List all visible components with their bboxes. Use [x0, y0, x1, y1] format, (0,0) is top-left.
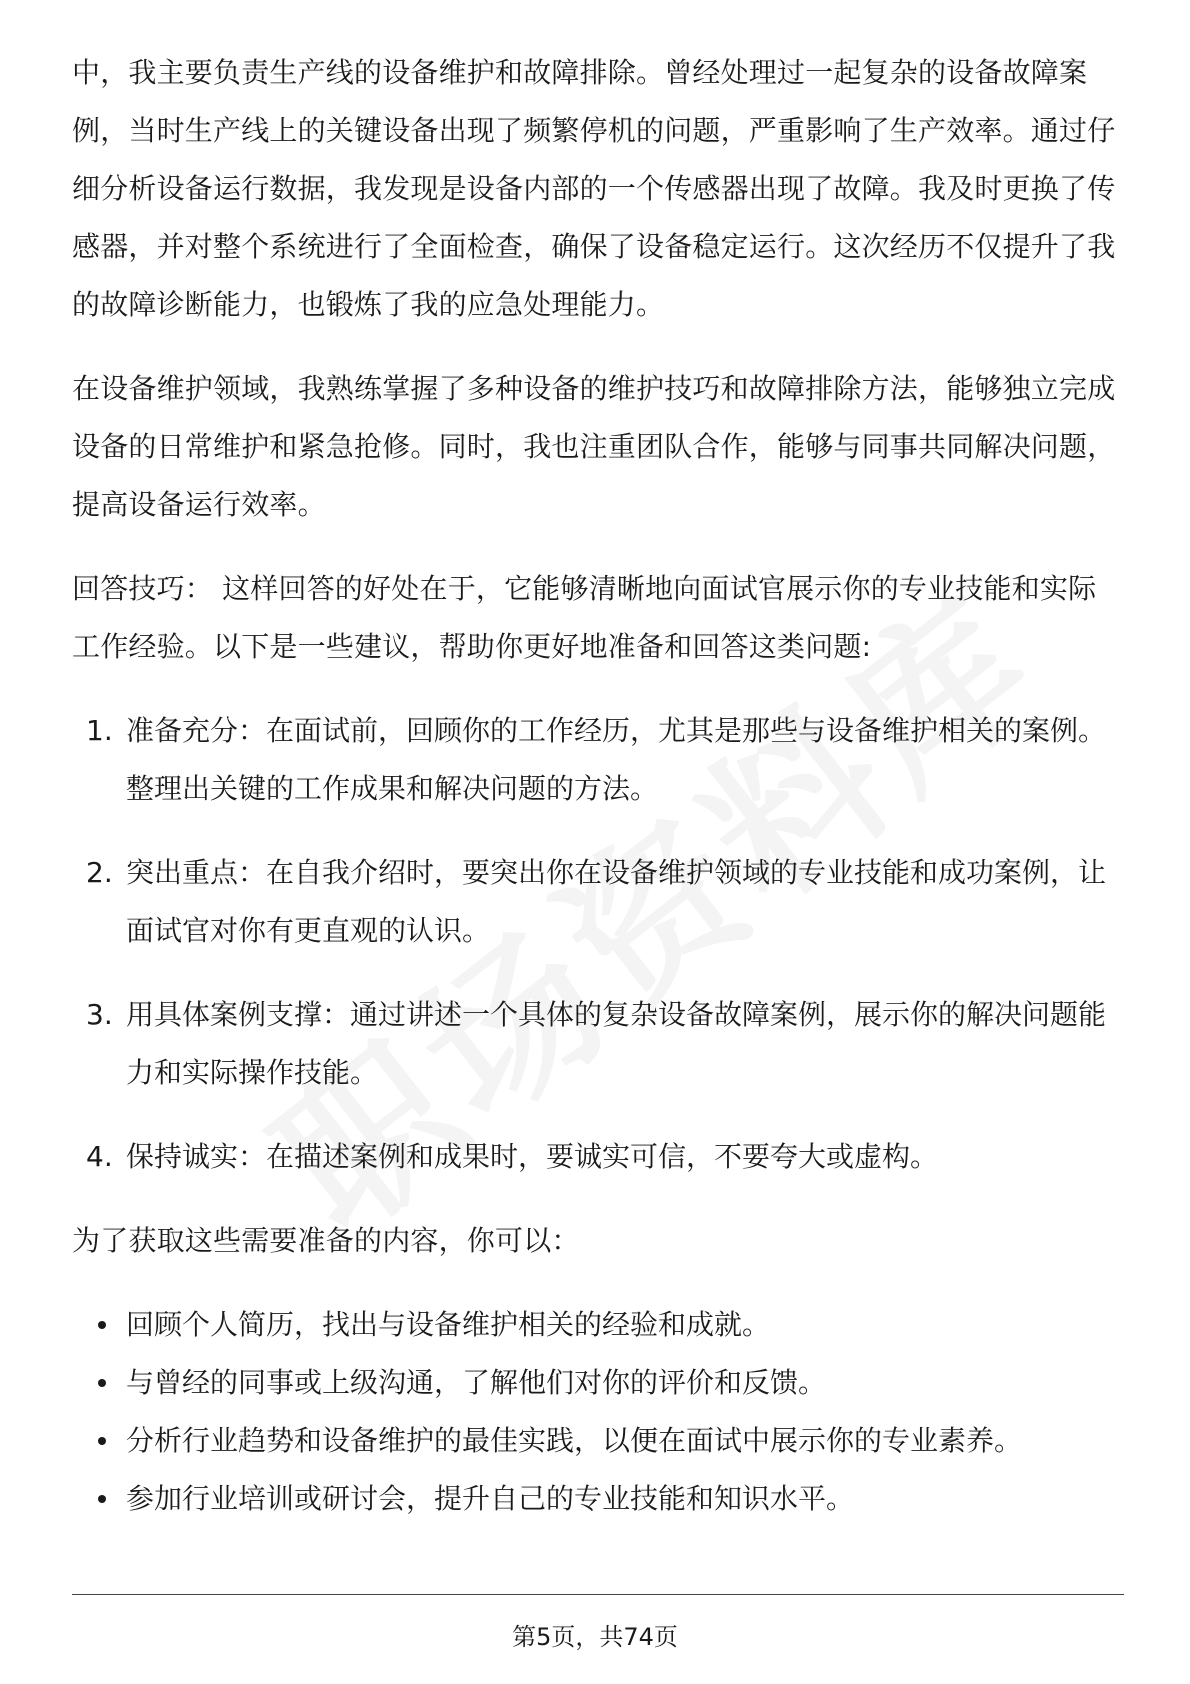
list-item-text: 准备充分：在面试前，回顾你的工作经历，尤其是那些与设备维护相关的案例。整理出关键的工作成果和解决问题的方法。 [126, 714, 1107, 805]
bullet-icon [98, 1495, 106, 1503]
paragraph-skills: 在设备维护领域，我熟练掌握了多种设备的维护技巧和故障排除方法，能够独立完成设备的日常维护和紧急抢修。同时，我也注重团队合作，能够与同事共同解决问题，提高设备运行效率。 [72, 372, 1116, 521]
list-number: 2. [86, 856, 113, 889]
list-item [72, 844, 1122, 960]
list-item [72, 1412, 1122, 1470]
paragraph-experience: 中，我主要负责生产线的设备维护和故障排除。曾经处理过一起复杂的设备故障案例，当时生产线上的关键设备出现了频繁停机的问题，严重影响了生产效率。通过仔细分析设备运行数据，我发现是设备内部的一个传感器出现了故障。我及时更换了传感器，并对整个系统进行了全面检查，确保了设备稳定运行。这次经历不仅提升了我的故障诊断能力，也锻炼了我的应急处理能力。 [72, 56, 1116, 321]
list-item-text: 分析行业趋势和设备维护的最佳实践，以便在面试中展示你的专业素养。 [126, 1424, 1023, 1457]
list-number: 4. [86, 1140, 113, 1173]
list-number: 3. [86, 998, 113, 1031]
bullet-icon [98, 1321, 106, 1329]
list-number: 1. [86, 714, 113, 747]
bullet-icon [98, 1379, 106, 1387]
list-item-text: 参加行业培训或研讨会，提升自己的专业技能和知识水平。 [126, 1482, 855, 1515]
paragraph-preparation: 为了获取这些需要准备的内容，你可以： [72, 1224, 580, 1257]
list-item [72, 702, 1122, 818]
list-item [72, 1470, 1122, 1528]
list-item-text: 用具体案例支撑：通过讲述一个具体的复杂设备故障案例，展示你的解决问题能力和实际操作技能。 [126, 998, 1107, 1089]
paragraph-answer-tips: 回答技巧： 这样回答的好处在于，它能够清晰地向面试官展示你的专业技能和实际工作经验。以下是一些建议，帮助你更好地准备和回答这类问题: [72, 572, 1097, 663]
page-number: 第5页，共74页 [512, 1623, 678, 1651]
bullet-list [72, 1296, 1122, 1528]
list-item-text: 突出重点：在自我介绍时，要突出你在设备维护领域的专业技能和成功案例，让面试官对你有更直观的认识。 [126, 856, 1107, 947]
ordered-list [72, 702, 1122, 1186]
list-item [72, 1296, 1122, 1354]
list-item [72, 986, 1122, 1102]
list-item-text: 与曾经的同事或上级沟通，了解他们对你的评价和反馈。 [126, 1366, 827, 1399]
list-item [72, 1128, 1122, 1186]
list-item-text: 保持诚实：在描述案例和成果时，要诚实可信，不要夸大或虚构。 [126, 1140, 939, 1173]
document-body [72, 44, 1122, 1528]
bullet-icon [98, 1437, 106, 1445]
list-item [72, 1354, 1122, 1412]
list-item-text: 回顾个人简历，找出与设备维护相关的经验和成就。 [126, 1308, 771, 1341]
footer-divider [72, 1594, 1124, 1595]
